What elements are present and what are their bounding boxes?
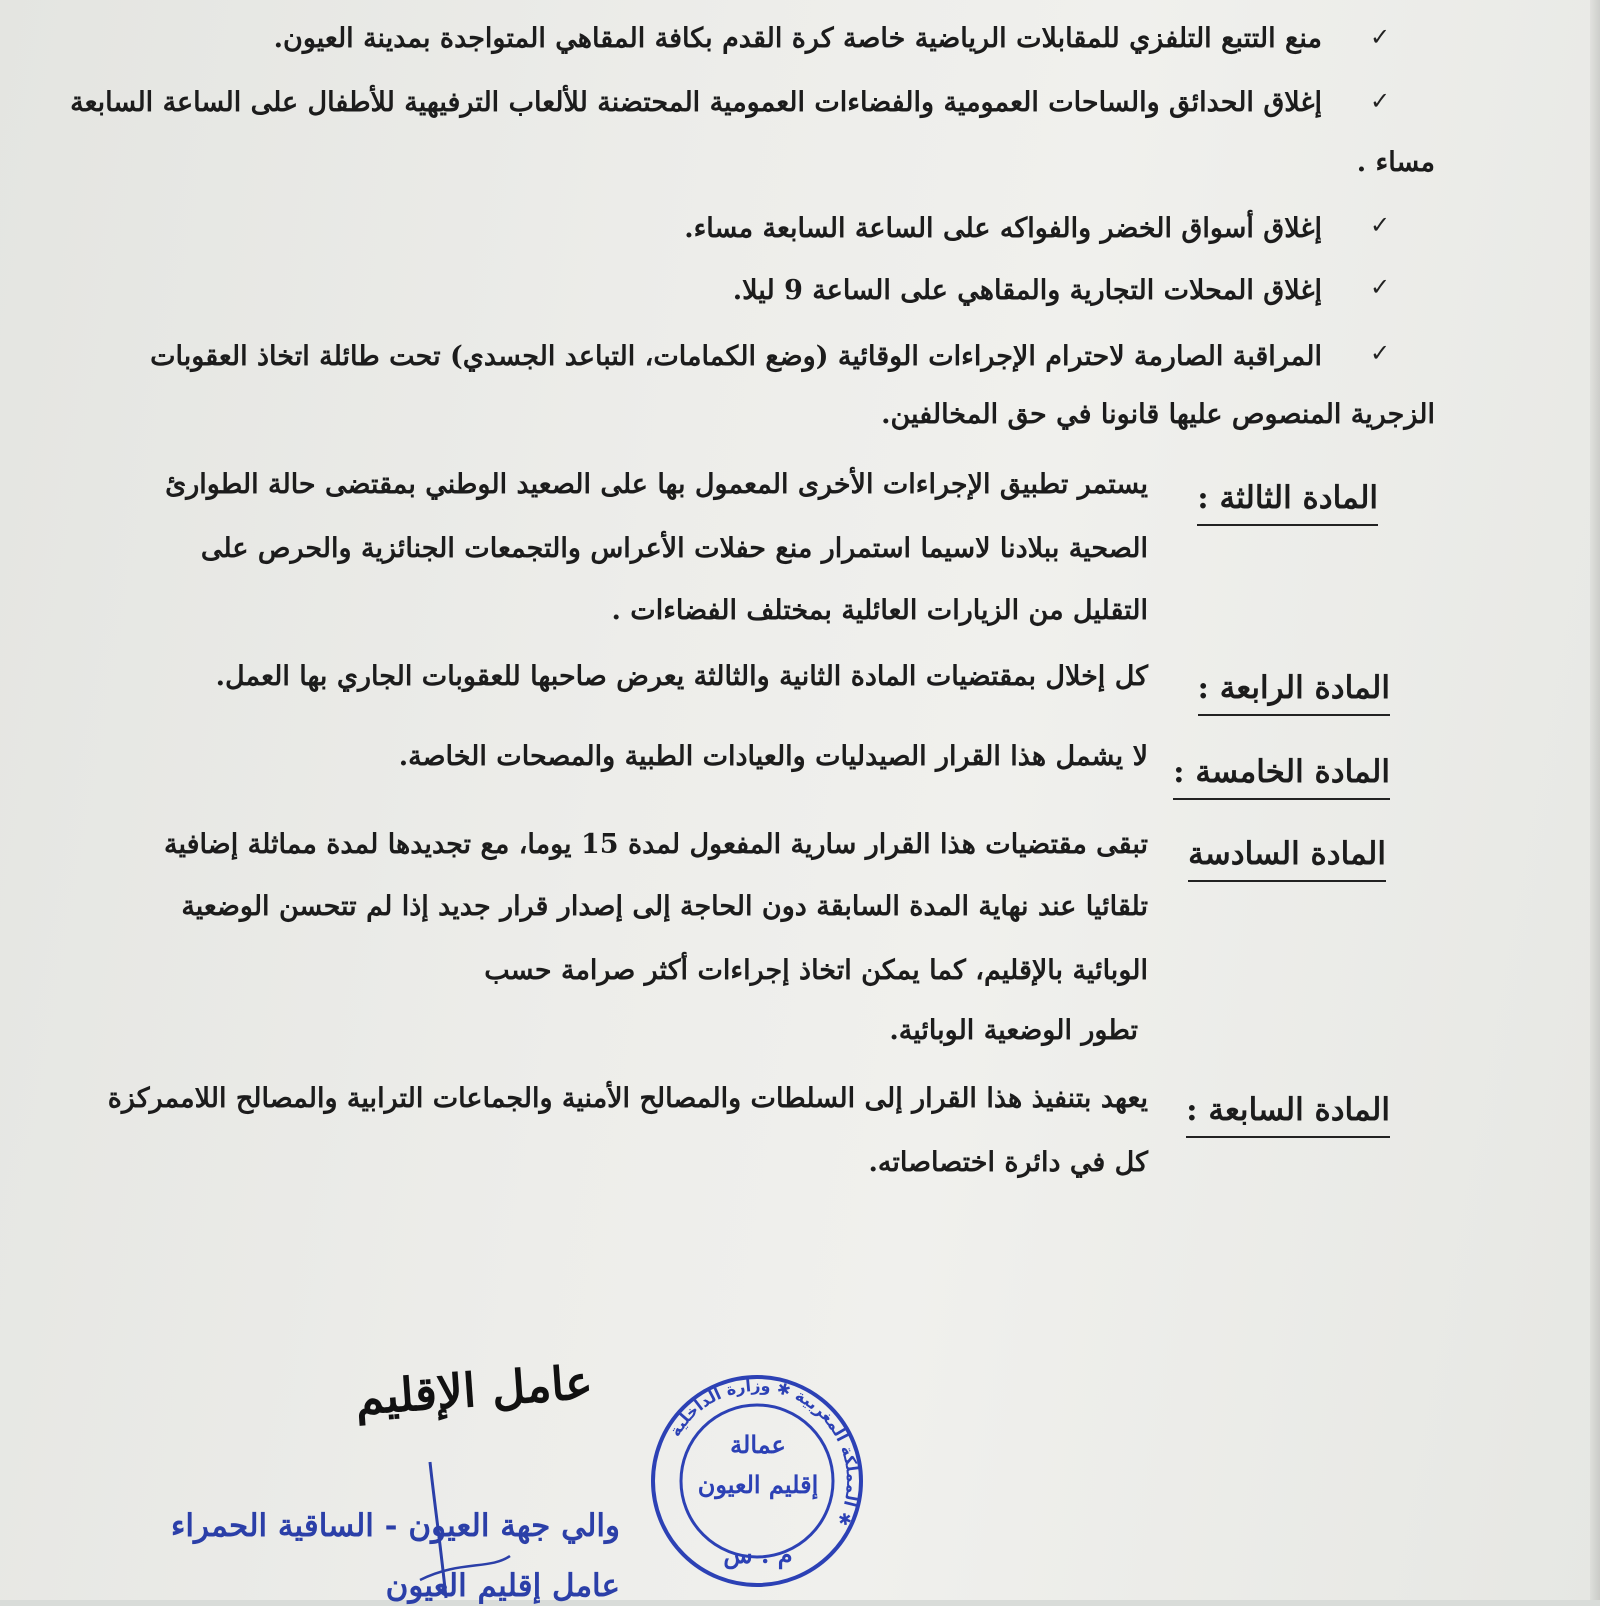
bullet-5-line-1: المراقبة الصارمة لاحترام الإجراءات الوقائية (وضع الكمامات، التباعد الجسدي) تحت طائلة اتخاذ العقوبات (150, 341, 1322, 372)
stamp-ring-text: المملكة المغربية ✱ وزارة الداخلية ✱ (665, 1375, 863, 1529)
signatory-title: عامل الإقليم (353, 1354, 595, 1426)
checkmark-icon: ✓ (1370, 339, 1391, 367)
stamp-line-1: عمالة (730, 1430, 786, 1459)
signatory-line-1: والي جهة العيون - الساقية الحمراء (170, 1508, 620, 1544)
checkmark-icon: ✓ (1370, 87, 1391, 115)
article-3-line-2: الصحية ببلادنا لاسيما استمرار منع حفلات الأعراس والتجمعات الجنائزية والحرص على (200, 533, 1148, 564)
article-6-line-4: تطور الوضعية الوبائية. (889, 1015, 1138, 1046)
checkmark-icon: ✓ (1370, 23, 1391, 51)
article-6-line-3: الوبائية بالإقليم، كما يمكن اتخاذ إجراءات أكثر صرامة حسب (484, 955, 1148, 986)
checkmark-icon: ✓ (1370, 273, 1391, 301)
article-3-line-3: التقليل من الزيارات العائلية بمختلف الفضاءات . (611, 595, 1148, 626)
article-6-line-2: تلقائيا عند نهاية المدة السابقة دون الحاجة إلى إصدار قرار جديد إذا لم تتحسن الوضعية (181, 891, 1148, 922)
article-3-heading: المادة الثالثة : (1197, 478, 1378, 526)
article-5-line-1: لا يشمل هذا القرار الصيدليات والعيادات الطبية والمصحات الخاصة. (398, 741, 1148, 772)
article-7-line-2: كل في دائرة اختصاصاته. (868, 1147, 1148, 1178)
article-3-line-1: يستمر تطبيق الإجراءات الأخرى المعمول بها على الصعيد الوطني بمقتضى حالة الطوارئ (165, 469, 1148, 500)
article-7-line-1: يعهد بتنفيذ هذا القرار إلى السلطات والمصالح الأمنية والجماعات الترابية والمصالح اللاممركزة (107, 1083, 1148, 1114)
bullet-5-line-2: الزجرية المنصوص عليها قانونا في حق المخالفين. (881, 399, 1435, 430)
article-4-heading: المادة الرابعة : (1198, 668, 1390, 716)
article-4-line-1: كل إخلال بمقتضيات المادة الثانية والثالثة يعرض صاحبها للعقوبات الجاري بها العمل. (215, 661, 1148, 692)
article-7-heading: المادة السابعة : (1186, 1090, 1390, 1138)
bullet-2-line-1: إغلاق الحدائق والساحات العمومية والفضاءات العمومية المحتضنة للألعاب الترفيهية للأطفال على الساعة السابعة (70, 87, 1322, 118)
bullet-2-line-2: مساء . (1356, 147, 1435, 178)
bullet-1-line-1: منع التتبع التلفزي للمقابلات الرياضية خاصة كرة القدم بكافة المقاهي المتواجدة بمدينة العيون. (273, 23, 1322, 54)
stamp-line-3: م . س (723, 1540, 793, 1569)
article-6-heading: المادة السادسة (1188, 834, 1386, 882)
signatory-line-2: عامل إقليم العيون (385, 1568, 620, 1604)
bullet-4-line-1: إغلاق المحلات التجارية والمقاهي على الساعة 9 ليلا. (732, 275, 1322, 306)
stamp-line-2: إقليم العيون (697, 1470, 819, 1499)
article-5-heading: المادة الخامسة : (1173, 752, 1390, 800)
checkmark-icon: ✓ (1370, 211, 1391, 239)
bullet-3-line-1: إغلاق أسواق الخضر والفواكه على الساعة السابعة مساء. (684, 213, 1322, 244)
page-edge-shadow (1590, 0, 1600, 1600)
article-6-line-1: تبقى مقتضيات هذا القرار سارية المفعول لمدة 15 يوما، مع تجديدها لمدة مماثلة إضافية (164, 829, 1148, 860)
